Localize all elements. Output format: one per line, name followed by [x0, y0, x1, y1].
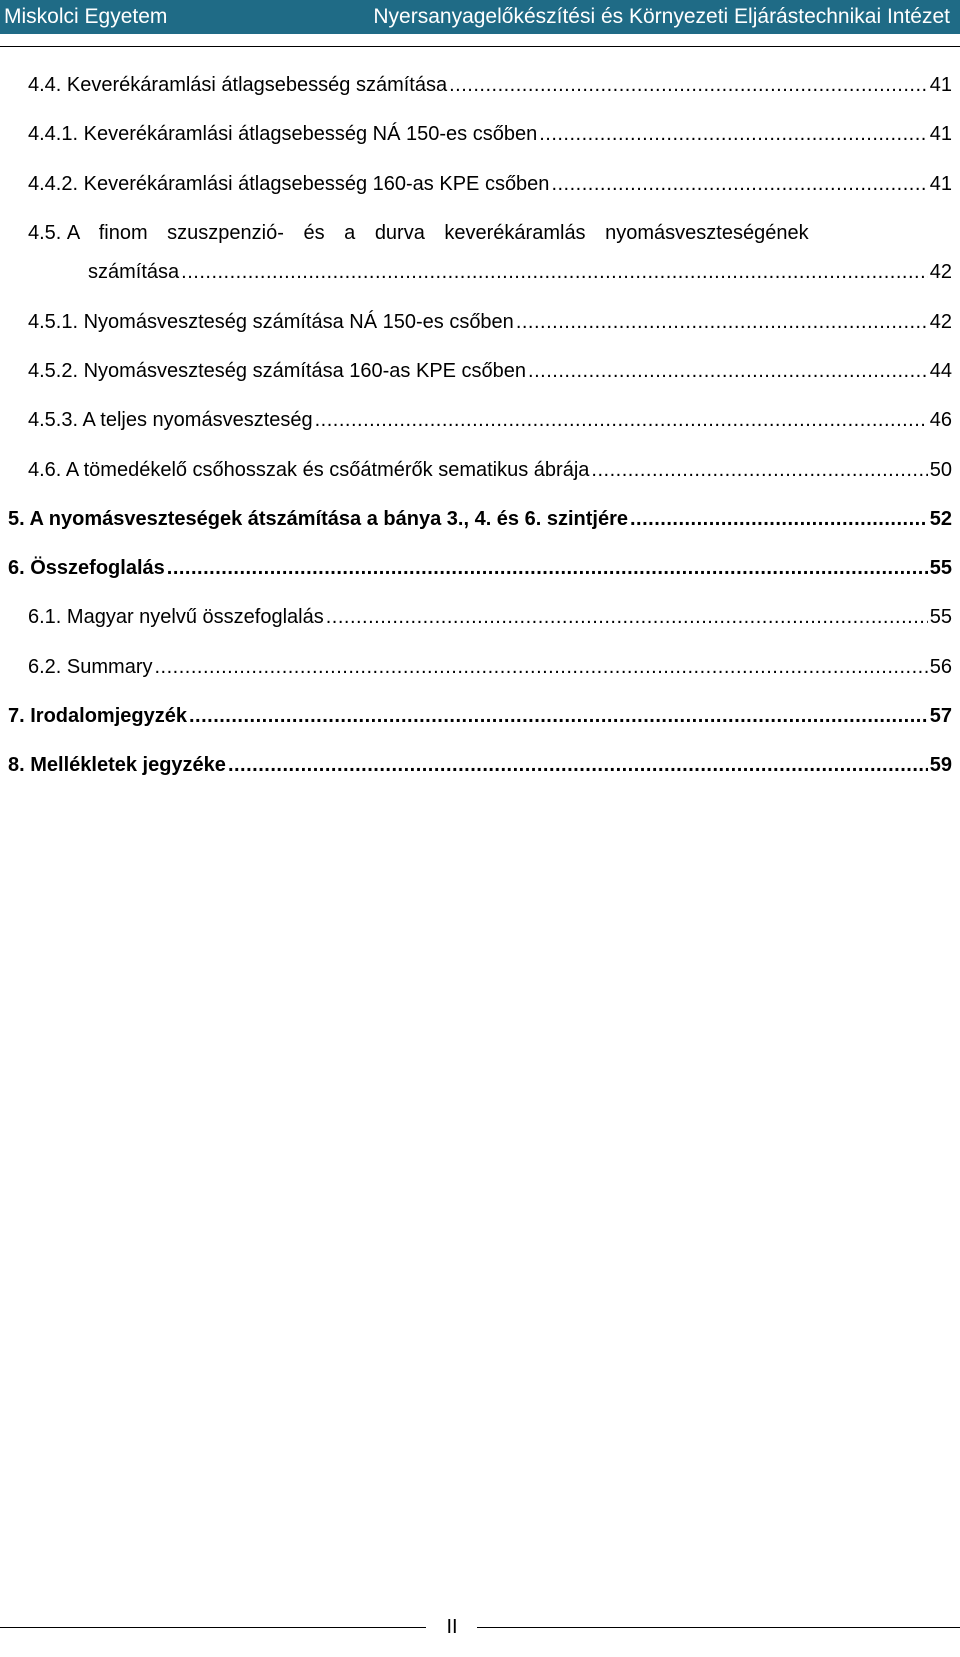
- toc-leader: [315, 407, 928, 433]
- toc-page: 50: [929, 459, 952, 481]
- toc-number: 7.: [8, 705, 25, 727]
- toc-leader: [528, 358, 928, 384]
- header-institute: Nyersanyagelőkészítési és Környezeti Eljárástechnikai Intézet: [373, 5, 950, 28]
- toc-number: 5.: [8, 508, 25, 530]
- toc-page: 55: [929, 557, 952, 579]
- toc-entry[interactable]: [28, 309, 952, 335]
- toc-number: 4.4.1.: [28, 123, 79, 145]
- toc-title: Summary: [66, 656, 153, 678]
- toc-title: A nyomásveszteségek átszámítása a bánya 3., 4. és 6. szintjére: [29, 508, 628, 530]
- toc-page: 42: [929, 311, 952, 333]
- toc-title: Keverékáramlási átlagsebesség 160-as KPE csőben: [83, 173, 550, 195]
- toc-page: 41: [929, 173, 952, 195]
- toc-entry[interactable]: [28, 407, 952, 433]
- toc-page: 59: [929, 754, 952, 776]
- toc-entry[interactable]: [8, 752, 952, 778]
- toc-leader: [551, 171, 927, 197]
- toc-leader: [591, 457, 927, 483]
- toc-leader: [326, 604, 928, 630]
- toc-title: Keverékáramlási átlagsebesség számítása: [66, 74, 448, 96]
- toc-page: 44: [929, 360, 952, 382]
- toc-leader: [449, 72, 928, 98]
- toc-title: Összefoglalás: [30, 557, 165, 579]
- toc-title: Mellékletek jegyzéke: [30, 754, 226, 776]
- toc-number: 4.4.: [28, 74, 62, 96]
- toc-entry[interactable]: [8, 506, 952, 532]
- toc-leader: [167, 555, 928, 581]
- toc-leader: [516, 309, 928, 335]
- toc-title: A teljes nyomásveszteség: [82, 409, 313, 431]
- toc-leader: [228, 752, 928, 778]
- toc-page: 52: [929, 508, 952, 530]
- toc-leader: [539, 121, 928, 147]
- toc-page: 41: [929, 74, 952, 96]
- toc-page: 46: [929, 409, 952, 431]
- toc-entry[interactable]: [28, 171, 952, 197]
- page-number: II: [446, 1616, 458, 1638]
- toc-page: 41: [929, 123, 952, 145]
- toc-number: 4.4.2.: [28, 173, 79, 195]
- toc-title: A tömedékelő csőhosszak és csőátmérők sematikus ábrája: [65, 459, 590, 481]
- toc-title-line1: A finom szuszpenzió- és a durva keverékáramlás nyomásveszteségének: [66, 222, 809, 244]
- toc-title: Nyomásveszteség számítása 160-as KPE csőben: [83, 360, 527, 382]
- toc-entry[interactable]: [28, 654, 952, 680]
- toc-leader: [155, 654, 928, 680]
- toc-title: Magyar nyelvű összefoglalás: [66, 606, 324, 628]
- toc-number: 4.5.2.: [28, 360, 79, 382]
- toc-page: 56: [929, 656, 952, 678]
- toc-page: 57: [929, 705, 952, 727]
- toc-entry[interactable]: [8, 555, 952, 581]
- header-university: Miskolci Egyetem: [4, 5, 168, 28]
- toc-number: 6.: [8, 557, 25, 579]
- toc-entry[interactable]: [28, 604, 952, 630]
- toc-entry[interactable]: [28, 358, 952, 384]
- toc-leader: [630, 506, 928, 532]
- footer-divider-left: [0, 1627, 426, 1628]
- toc-title-line2: számítása: [88, 261, 180, 283]
- toc-number: 6.1.: [28, 606, 62, 628]
- toc-number: 4.6.: [28, 459, 62, 481]
- toc-entry-line2[interactable]: [88, 259, 952, 285]
- toc-title: Irodalomjegyzék: [30, 705, 187, 727]
- toc-number: 4.5.1.: [28, 311, 79, 333]
- toc-title: Keverékáramlási átlagsebesség NÁ 150-es csőben: [83, 123, 538, 145]
- toc-entry[interactable]: [28, 457, 952, 483]
- toc-entry[interactable]: [8, 703, 952, 729]
- toc-number: 6.2.: [28, 656, 62, 678]
- footer-divider-right: [477, 1627, 960, 1628]
- toc-page: 42: [929, 261, 952, 283]
- toc-entry[interactable]: [28, 121, 952, 147]
- toc-number: 4.5.3.: [28, 409, 79, 431]
- toc-title: Nyomásveszteség számítása NÁ 150-es csőben: [83, 311, 514, 333]
- toc-page: 55: [929, 606, 952, 628]
- toc-number: 4.5.: [28, 222, 62, 244]
- toc-entry[interactable]: [28, 72, 952, 98]
- toc-entry-line1[interactable]: [28, 220, 952, 246]
- toc-number: 8.: [8, 754, 25, 776]
- toc-leader: [181, 259, 928, 285]
- toc-leader: [189, 703, 928, 729]
